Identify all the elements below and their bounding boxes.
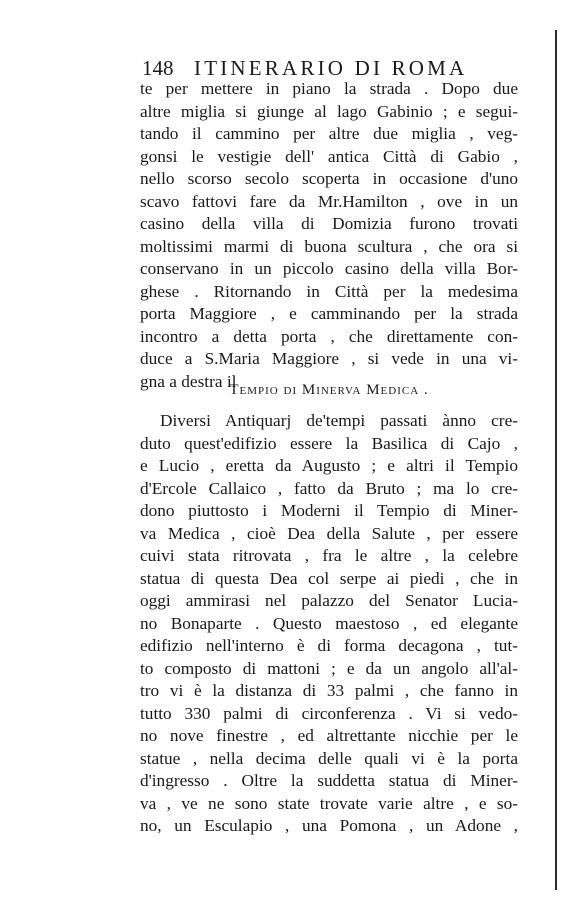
- text-line: gna a destra il: [140, 371, 237, 391]
- text-line: no nove finestre , ed altrettante nicchie per le: [140, 726, 518, 745]
- page-edge-line: [555, 30, 557, 890]
- text-line: tro vi è la distanza di 33 palmi , che fanno in: [140, 681, 518, 700]
- text-line: tutto 330 palmi di circonferenza . Vi si vedo-: [140, 703, 518, 723]
- text-line: edifizio nell'interno è di forma decagona , tut-: [140, 636, 518, 655]
- text-line: te per mettere in piano la strada . Dopo due: [140, 79, 518, 98]
- text-line: statua di questa Dea col serpe ai piedi , che in: [140, 568, 518, 588]
- text-line: nello scorso secolo scoperta in occasione d'uno: [140, 169, 518, 188]
- text-line: oggi ammirasi nel palazzo del Senator Lucia-: [140, 591, 518, 610]
- text-line: tando il cammino per altre due miglia , veg-: [140, 124, 518, 143]
- section-heading: Tempio di Minerva Medica .: [229, 382, 429, 398]
- text-line: to composto di mattoni ; e da un angolo all'al-: [140, 658, 518, 678]
- text-line: porta Maggiore , e camminando per la strada: [140, 304, 518, 323]
- text-line: moltissimi marmi di buona scultura , che ora si: [140, 236, 518, 256]
- text-line: duce a S.Maria Maggiore , si vede in una vi-: [140, 349, 518, 368]
- text-line: gonsi le vestigie dell' antica Città di Gabio ,: [140, 146, 518, 166]
- text-line: statue , nella decima delle quali vi è la porta: [140, 748, 518, 768]
- text-line: e Lucio , eretta da Augusto ; e altri il Tempio: [140, 456, 518, 475]
- text-line: casino della villa di Domizia furono trovati: [140, 214, 518, 233]
- text-line: va , ve ne sono state trovate varie altre , e so-: [140, 793, 518, 813]
- running-title: ITINERARIO DI ROMA: [194, 56, 468, 80]
- text-line: altre miglia si giunge al lago Gabinio ; e segui-: [140, 101, 518, 121]
- paragraph-1: [140, 78, 518, 393]
- text-line: conservano in un piccolo casino della villa Bor-: [140, 259, 518, 278]
- text-line: Diversi Antiquarj de'tempi passati ànno cre-: [160, 411, 518, 430]
- text-line: ghese . Ritornando in Città per la medesima: [140, 281, 518, 301]
- text-line: d'ingresso . Oltre la suddetta statua di Miner-: [140, 771, 518, 790]
- text-line: no Bonaparte . Questo maestoso , ed elegante: [140, 613, 518, 633]
- text-line: d'Ercole Callaico , fatto da Bruto ; ma lo cre-: [140, 478, 518, 498]
- page-number: 148: [142, 56, 174, 80]
- text-line: incontro a detta porta , che direttamente con-: [140, 326, 518, 346]
- text-line: va Medica , cioè Dea della Salute , per essere: [140, 523, 518, 543]
- text-line: scavo fattovi fare da Mr.Hamilton , ove in un: [140, 191, 518, 211]
- text-line: dono piuttosto i Moderni il Tempio di Miner-: [140, 501, 518, 520]
- text-line: duto quest'edifizio essere la Basilica di Cajo ,: [140, 433, 518, 453]
- text-line: cuivi stata ritrovata , fra le altre , la celebre: [140, 546, 518, 565]
- paragraph-2: [140, 410, 518, 838]
- text-line: no, un Esculapio , una Pomona , un Adone ,: [140, 816, 518, 835]
